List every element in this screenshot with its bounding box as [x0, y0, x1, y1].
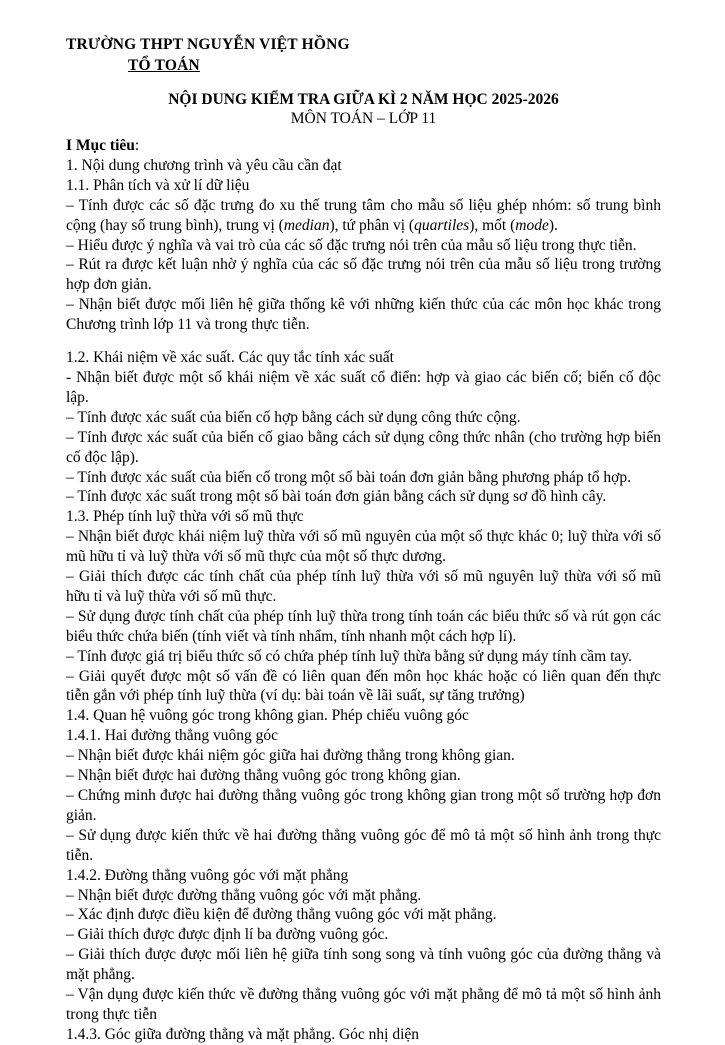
text-run: – Tính được giá trị biểu thức số có chứa phép tính luỹ thừa bằng sử dụng máy tính cầm tay.: [66, 647, 632, 665]
text-run: – Xác định được điều kiện để đường thẳng vuông góc với mặt phẳng.: [66, 906, 497, 924]
text-run: – Nhận biết được đường thẳng vuông góc với mặt phẳng.: [66, 886, 422, 904]
department-name: TỔ TOÁN: [128, 57, 200, 74]
document-subtitle: MÔN TOÁN – LỚP 11: [290, 110, 437, 127]
text-run: 1.4.1. Hai đường thẳng vuông góc: [66, 727, 279, 745]
heading-1-4-1: [66, 726, 661, 746]
text-run: – Chứng minh được hai đường thẳng vuông góc trong không gian trong một số trường hợp đơn giản.: [66, 787, 661, 824]
text-run: – Rút ra được kết luận nhờ ý nghĩa của các số đặc trưng nói trên của mẫu số liệu trong trường hợp đơn giản.: [66, 256, 661, 294]
text-run: ), mốt (: [469, 216, 516, 234]
bullet: [66, 667, 661, 707]
bullet: [66, 746, 661, 766]
text-run: – Nhận biết được khái niệm luỹ thừa với số mũ nguyên của một số thực khác 0; luỹ thừa với số mũ hữu tỉ và luỹ thừa với số mũ thực của một số thực dương.: [66, 528, 661, 566]
text-run: - Nhận biết được một số khái niệm về xác suất cổ điển: hợp và giao các biến cố; biến cố độc lập.: [66, 368, 661, 406]
text-run: median: [283, 216, 330, 234]
heading-1-4-2: [66, 866, 661, 886]
text-run: – Nhận biết được hai đường thẳng vuông góc trong không gian.: [66, 767, 461, 785]
bullet: [66, 468, 661, 488]
text-run: – Giải thích được được định lí ba đường vuông góc.: [66, 926, 389, 944]
bullet: [66, 766, 661, 786]
section-muc-tieu-heading: [66, 136, 661, 156]
bullet: [66, 567, 661, 607]
school-name: TRƯỜNG THPT NGUYỄN VIỆT HỒNG: [66, 36, 350, 53]
bullet: [66, 886, 661, 906]
bullet: [66, 985, 661, 1025]
text-run: I Mục tiêu: [66, 137, 135, 154]
text-run: – Tính được xác suất của biến cố hợp bằng cách sử dụng công thức cộng.: [66, 408, 521, 426]
text-run: – Sử dụng được kiến thức về hai đường thẳng vuông góc để mô tả một số hình ảnh trong thực tiễn.: [66, 826, 661, 864]
document-body: [66, 136, 661, 1045]
text-run: quartiles: [414, 216, 470, 234]
text-run: – Tính được xác suất của biến cố trong một số bài toán đơn giản bằng phương pháp tổ hợp.: [66, 468, 632, 486]
text-run: 1.4. Quan hệ vuông góc trong không gian. Phép chiếu vuông góc: [66, 707, 469, 725]
bullet: [66, 925, 661, 945]
text-run: ), tứ phân vị (: [329, 216, 415, 234]
bullet: [66, 786, 661, 826]
bullet: [66, 826, 661, 866]
heading-1-4: [66, 706, 661, 726]
bullet: [66, 295, 661, 335]
text-run: – Giải thích được các tính chất của phép tính luỹ thừa với số mũ nguyên luỹ thừa với số mũ hữu tỉ và luỹ thừa với số mũ thực.: [66, 568, 661, 605]
text-run: ).: [548, 216, 558, 234]
bullet: [66, 408, 661, 428]
bullet: [66, 368, 661, 408]
heading-1-3: [66, 507, 661, 527]
bullet: [66, 945, 661, 985]
document-title-block: [66, 90, 661, 128]
text-run: 1.4.3. Góc giữa đường thẳng và mặt phẳng. Góc nhị diện: [66, 1025, 420, 1043]
heading-1-2: [66, 348, 661, 368]
heading-1-4-3: [66, 1025, 661, 1045]
text-run: 1.2. Khái niệm về xác suất. Các quy tắc tính xác suất: [66, 349, 394, 367]
document-header: [66, 34, 661, 76]
bullet: [66, 255, 661, 295]
text-run: – Vận dụng được kiến thức về đường thẳng vuông góc với mặt phẳng để mô tả một số hình ảnh trong thực tiễn: [66, 986, 661, 1023]
text-run: – Tính được các số đặc trưng đo xu thế trung tâm cho mẫu số liệu ghép nhóm: số trung bình cộng (hay số trung bình), trung vị (: [66, 196, 661, 234]
text-run: – Nhận biết được mối liên hệ giữa thống kê với những kiến thức của các môn học khác trong Chương trình lớp 11 và trong thực tiễn.: [66, 296, 661, 334]
text-run: 1.4.2. Đường thẳng vuông góc với mặt phẳng: [66, 866, 349, 884]
bullet: [66, 607, 661, 647]
bullet: [66, 527, 661, 567]
text-run: – Tính được xác suất của biến cố giao bằng cách sử dụng công thức nhân (cho trường hợp biến cố độc lập).: [66, 428, 661, 466]
bullet: [66, 428, 661, 468]
bullet: [66, 647, 661, 667]
text-run: 1.3. Phép tính luỹ thừa với số mũ thực: [66, 508, 304, 526]
text-run: – Hiểu được ý nghĩa và vai trò của các số đặc trưng nói trên của mẫu số liệu trong thực tiễn.: [66, 236, 637, 254]
text-run: – Sử dụng được tính chất của phép tính luỹ thừa trong tính toán các biểu thức số và rút gọn các biểu thức chứa biến (tính viết và tính nhẩm, tính nhanh một cách hợp lí).: [66, 607, 661, 645]
heading-1: [66, 156, 661, 176]
text-run: 1.1. Phân tích và xử lí dữ liệu: [66, 176, 250, 194]
text-run: mode: [515, 216, 549, 234]
heading-1-1: [66, 176, 661, 196]
text-run: – Tính được xác suất trong một số bài toán đơn giản bằng cách sử dụng sơ đồ hình cây.: [66, 488, 607, 506]
bullet: [66, 487, 661, 507]
text-run: – Nhận biết được khái niệm góc giữa hai đường thẳng trong không gian.: [66, 747, 515, 765]
document-title: NỘI DUNG KIỂM TRA GIỮA KÌ 2 NĂM HỌC 2025-2026: [168, 91, 559, 108]
text-run: :: [134, 137, 140, 154]
bullet: [66, 236, 661, 256]
text-run: – Giải thích được được mối liên hệ giữa tính song song và tính vuông góc của đường thẳng và mặt phẳng.: [66, 946, 661, 984]
text-run: – Giải quyết được một số vấn đề có liên quan đến môn học khác hoặc có liên quan đến thực tiễn gắn với phép tính luỹ thừa (ví dụ: bài toán về lãi suất, sự tăng trưởng): [66, 667, 661, 705]
bullet: [66, 905, 661, 925]
text-run: 1. Nội dung chương trình và yêu cầu cần đạt: [66, 156, 342, 174]
bullet: [66, 196, 661, 236]
